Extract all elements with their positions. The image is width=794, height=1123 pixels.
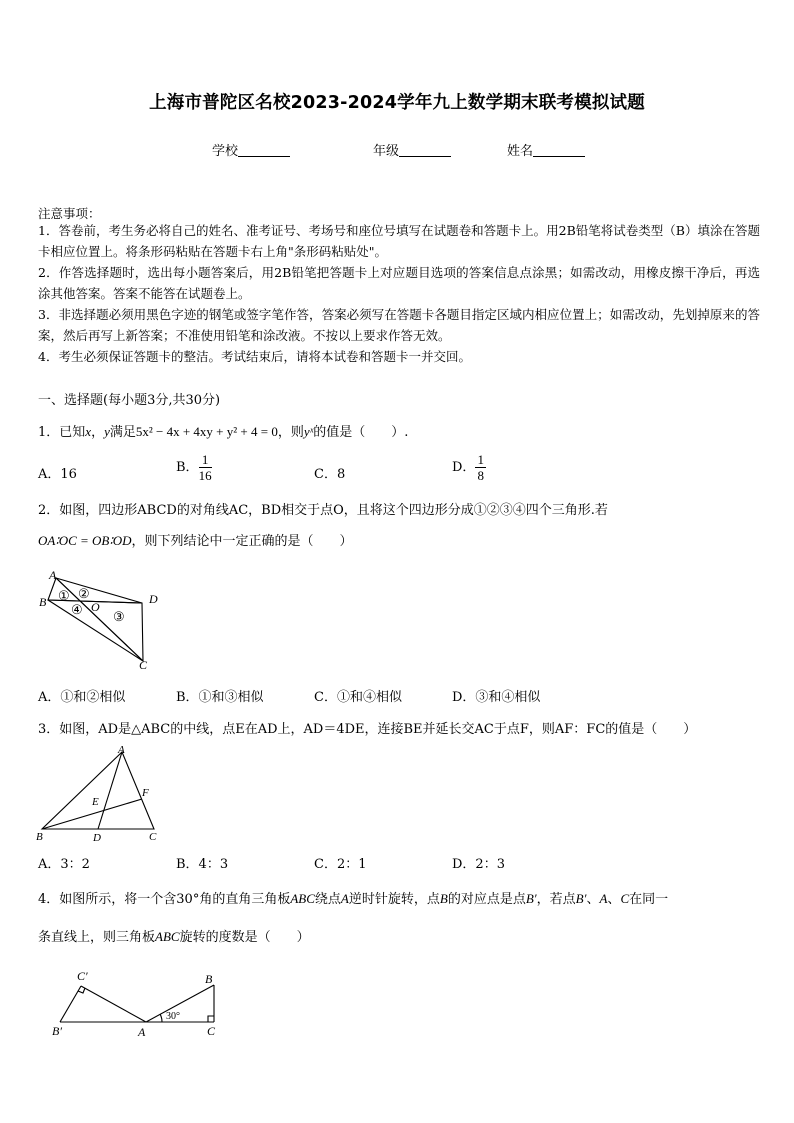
q1-prefix: 1．已知 xyxy=(38,425,86,440)
name-field xyxy=(507,140,585,159)
q3-label-f: F xyxy=(142,787,149,799)
question-4-line2 xyxy=(38,926,310,945)
q4-figure xyxy=(48,966,228,1040)
q1-yx: yˣ xyxy=(303,424,314,439)
q4-angle-arc xyxy=(160,1014,162,1022)
q4-var: A xyxy=(599,891,608,906)
q1-equation: 5x² − 4x + 4xy + y² + 4 = 0 xyxy=(135,424,278,439)
q1-option-d-label: D． xyxy=(452,460,476,475)
q4-text: 旋转的度数是（ ） xyxy=(179,930,310,945)
q3-option-c: C．2：1 xyxy=(314,857,367,872)
q1-comma: ， xyxy=(91,425,105,440)
q4-text: ，若点 xyxy=(536,892,576,907)
school-blank xyxy=(238,144,290,157)
q1-option-d-fraction xyxy=(475,452,486,483)
q2-label-o: O xyxy=(91,600,100,614)
q4-text: 绕点 xyxy=(314,892,341,907)
q3-label-b: B xyxy=(36,831,43,843)
q1-suffix: 的值是（ ）. xyxy=(313,425,409,440)
q2-region-3: ③ xyxy=(113,609,125,624)
q4-label-c: C xyxy=(207,1024,216,1038)
grade-blank xyxy=(399,144,451,157)
q4-side-ab xyxy=(146,985,214,1022)
q1-after: ，则 xyxy=(277,425,304,440)
q2-region-2: ② xyxy=(78,586,90,601)
q4-var: ABC xyxy=(290,891,315,906)
q4-var: B xyxy=(439,891,448,906)
fraction-denominator: 8 xyxy=(477,468,484,483)
school-label: 学校 xyxy=(212,144,239,159)
q2-ratio: OA∶OC = OB∶OD xyxy=(38,533,132,548)
question-3-stem: 3．如图，AD是△ABC的中线，点E在AD上，AD＝4DE，连接BE并延长交AC于点F，则AF：FC的值是（ ） xyxy=(38,722,697,737)
q3-label-c: C xyxy=(149,831,157,843)
q4-side-cpa xyxy=(81,986,146,1022)
grade-label: 年级 xyxy=(373,144,400,159)
fraction-numerator: 1 xyxy=(199,452,212,468)
question-4-line1 xyxy=(38,888,668,907)
q3-option-d: D．2：3 xyxy=(452,857,505,872)
q2-option-c: C．①和④相似 xyxy=(314,690,402,705)
name-blank xyxy=(533,144,585,157)
name-label: 姓名 xyxy=(507,144,534,159)
q3-option-a: A．3：2 xyxy=(38,857,90,872)
q4-text: 条直线上，则三角板 xyxy=(38,930,156,945)
q2-label-c: C xyxy=(139,658,148,670)
q2-option-d: D．③和④相似 xyxy=(452,690,541,705)
q3-label-e: E xyxy=(92,796,99,808)
question-2-line1: 2．如图，四边形ABCD的对角线AC，BD相交于点O，且将这个四边形分成①②③④四个三角形.若 xyxy=(38,503,608,518)
q2-region-4: ④ xyxy=(71,602,83,617)
q1-var-x: x xyxy=(85,424,92,439)
note-item: 4．考生必须保证答题卡的整洁。考试结束后，请将本试卷和答题卡一并交回。 xyxy=(38,349,471,364)
fraction-numerator: 1 xyxy=(477,452,484,467)
q4-label-a: A xyxy=(138,1025,146,1039)
q1-option-b-label: B． xyxy=(176,460,199,475)
q1-option-a: A．16 xyxy=(38,467,77,482)
q4-var: B′ xyxy=(525,891,537,906)
q3-label-d: D xyxy=(93,832,101,844)
q1-mid: 满足 xyxy=(109,425,136,440)
note-item: 2．作答选择题时，选出每小题答案后，用2B铅笔把答题卡上对应题目选项的答案信息点涂黑；如需改动，用橡皮擦干净后，再选涂其他答案。答案不能答在试题卷上。 xyxy=(38,265,760,301)
q3-triangle-abc xyxy=(42,752,154,829)
q2-option-a: A．①和②相似 xyxy=(38,690,126,705)
q4-text: 、 xyxy=(607,892,621,907)
q1-option-b-fraction xyxy=(199,452,212,483)
q4-text: 的对应点是点 xyxy=(447,892,526,907)
q4-text: 、 xyxy=(586,892,600,907)
q1-option-d xyxy=(452,452,486,483)
q4-var: A xyxy=(340,891,349,906)
question-1-stem xyxy=(38,421,408,440)
q4-text: 在同一 xyxy=(629,892,669,907)
q1-option-b xyxy=(176,452,212,483)
note-item: 3．非选择题必须用黑色字迹的钢笔或签字笔作答，答案必须写在答题卡各题目指定区域内相应位置上；如需改动，先划掉原来的答案，然后再写上新答案；不准使用铅笔和涂改液。不按以上要求作答无效。 xyxy=(38,307,760,343)
q3-label-a: A xyxy=(118,744,125,756)
grade-field xyxy=(373,140,451,159)
q4-right-angle-c xyxy=(208,1016,214,1022)
q1-option-c: C．8 xyxy=(314,467,346,482)
question-2-line2 xyxy=(38,530,353,549)
q4-var: ABC xyxy=(155,929,180,944)
q2-label-d: D xyxy=(149,592,158,606)
q2-label-a: A xyxy=(49,568,57,582)
page-title: 上海市普陀区名校2023-2024学年九上数学期末联考模拟试题 xyxy=(149,93,645,113)
q4-angle-label: 30° xyxy=(166,1011,180,1022)
school-field xyxy=(212,140,290,159)
q3-figure xyxy=(34,742,164,844)
q4-var: C xyxy=(620,891,630,906)
q4-text: 逆时针旋转，点 xyxy=(348,892,440,907)
note-item: 1．答卷前，考生务必将自己的姓名、准考证号、考场号和座位号填写在试题卷和答题卡上。用2B铅笔将试卷类型（B）填涂在答题卡相应位置上。将条形码粘贴在答题卡右上角"条形码粘贴处"。 xyxy=(38,223,760,259)
q2-region-1: ① xyxy=(58,588,70,603)
q2-figure xyxy=(36,568,171,670)
q4-text: 4．如图所示，将一个含30°角的直角三角板 xyxy=(38,892,291,907)
q1-var-y: y xyxy=(104,424,110,439)
notes-title: 注意事项： xyxy=(38,206,101,221)
q4-label-cprime: C′ xyxy=(77,969,88,983)
section-heading: 一、选择题(每小题3分,共30分) xyxy=(38,393,221,408)
q2-label-b: B xyxy=(39,595,47,609)
q4-label-bprime: B′ xyxy=(52,1024,62,1038)
q4-var: B′ xyxy=(575,891,587,906)
q4-label-b: B xyxy=(205,972,213,986)
q2-option-b: B．①和③相似 xyxy=(176,690,264,705)
q2-line2-rest: ，则下列结论中一定正确的是（ ） xyxy=(131,534,353,549)
q3-option-b: B．4：3 xyxy=(176,857,229,872)
fraction-denominator: 16 xyxy=(198,468,212,483)
